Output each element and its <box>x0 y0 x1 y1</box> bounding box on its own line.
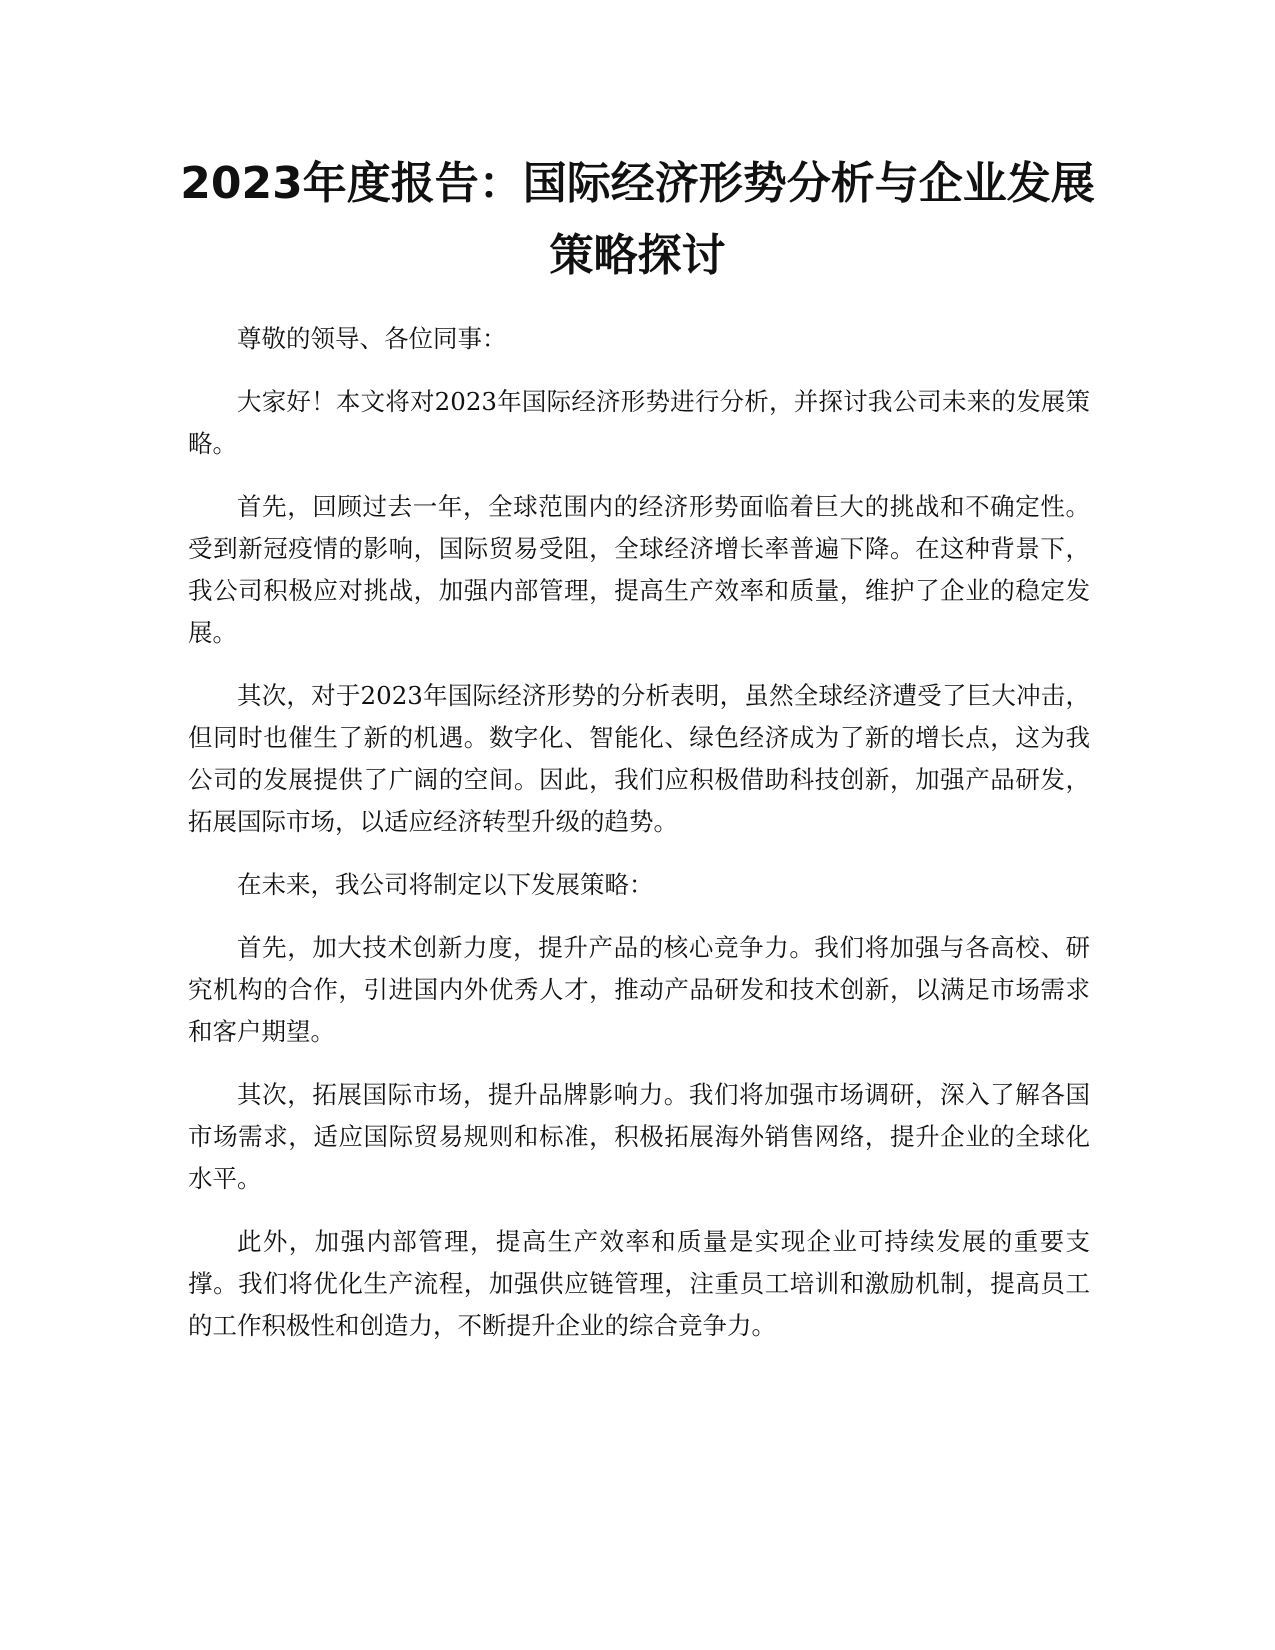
paragraph-strategy-management: 此外，加强内部管理，提高生产效率和质量是实现企业可持续发展的重要支撑。我们将优化生产流程，加强供应链管理，注重员工培训和激励机制，提高员工的工作积极性和创造力，不断提升企业的综合竞争力。 <box>188 1227 1090 1340</box>
paragraph-salutation: 尊敬的领导、各位同事： <box>237 324 507 353</box>
paragraph-strategy-innovation: 首先，加大技术创新力度，提升产品的核心竞争力。我们将加强与各高校、研究机构的合作，引进国内外优秀人才，推动产品研发和技术创新，以满足市场需求和客户期望。 <box>188 933 1090 1046</box>
paragraph-review: 首先，回顾过去一年，全球范围内的经济形势面临着巨大的挑战和不确定性。受到新冠疫情的影响，国际贸易受阻，全球经济增长率普遍下降。在这种背景下，我公司积极应对挑战，加强内部管理，提高生产效率和质量，维护了企业的稳定发展。 <box>188 492 1090 647</box>
document-body <box>188 318 1090 1368</box>
paragraph-strategy-market: 其次，拓展国际市场，提升品牌影响力。我们将加强市场调研，深入了解各国市场需求，适应国际贸易规则和标准，积极拓展海外销售网络，提升企业的全球化水平。 <box>188 1080 1090 1193</box>
paragraph-analysis: 其次，对于2023年国际经济形势的分析表明，虽然全球经济遭受了巨大冲击，但同时也催生了新的机遇。数字化、智能化、绿色经济成为了新的增长点，这为我公司的发展提供了广阔的空间。因此，我们应积极借助科技创新，加强产品研发，拓展国际市场，以适应经济转型升级的趋势。 <box>188 681 1090 836</box>
document-title: 2023年度报告：国际经济形势分析与企业发展策略探讨 <box>180 158 1095 281</box>
paragraph-strategy-intro: 在未来，我公司将制定以下发展策略： <box>237 870 654 899</box>
paragraph-greeting: 大家好！本文将对2023年国际经济形势进行分析，并探讨我公司未来的发展策略。 <box>188 387 1090 458</box>
